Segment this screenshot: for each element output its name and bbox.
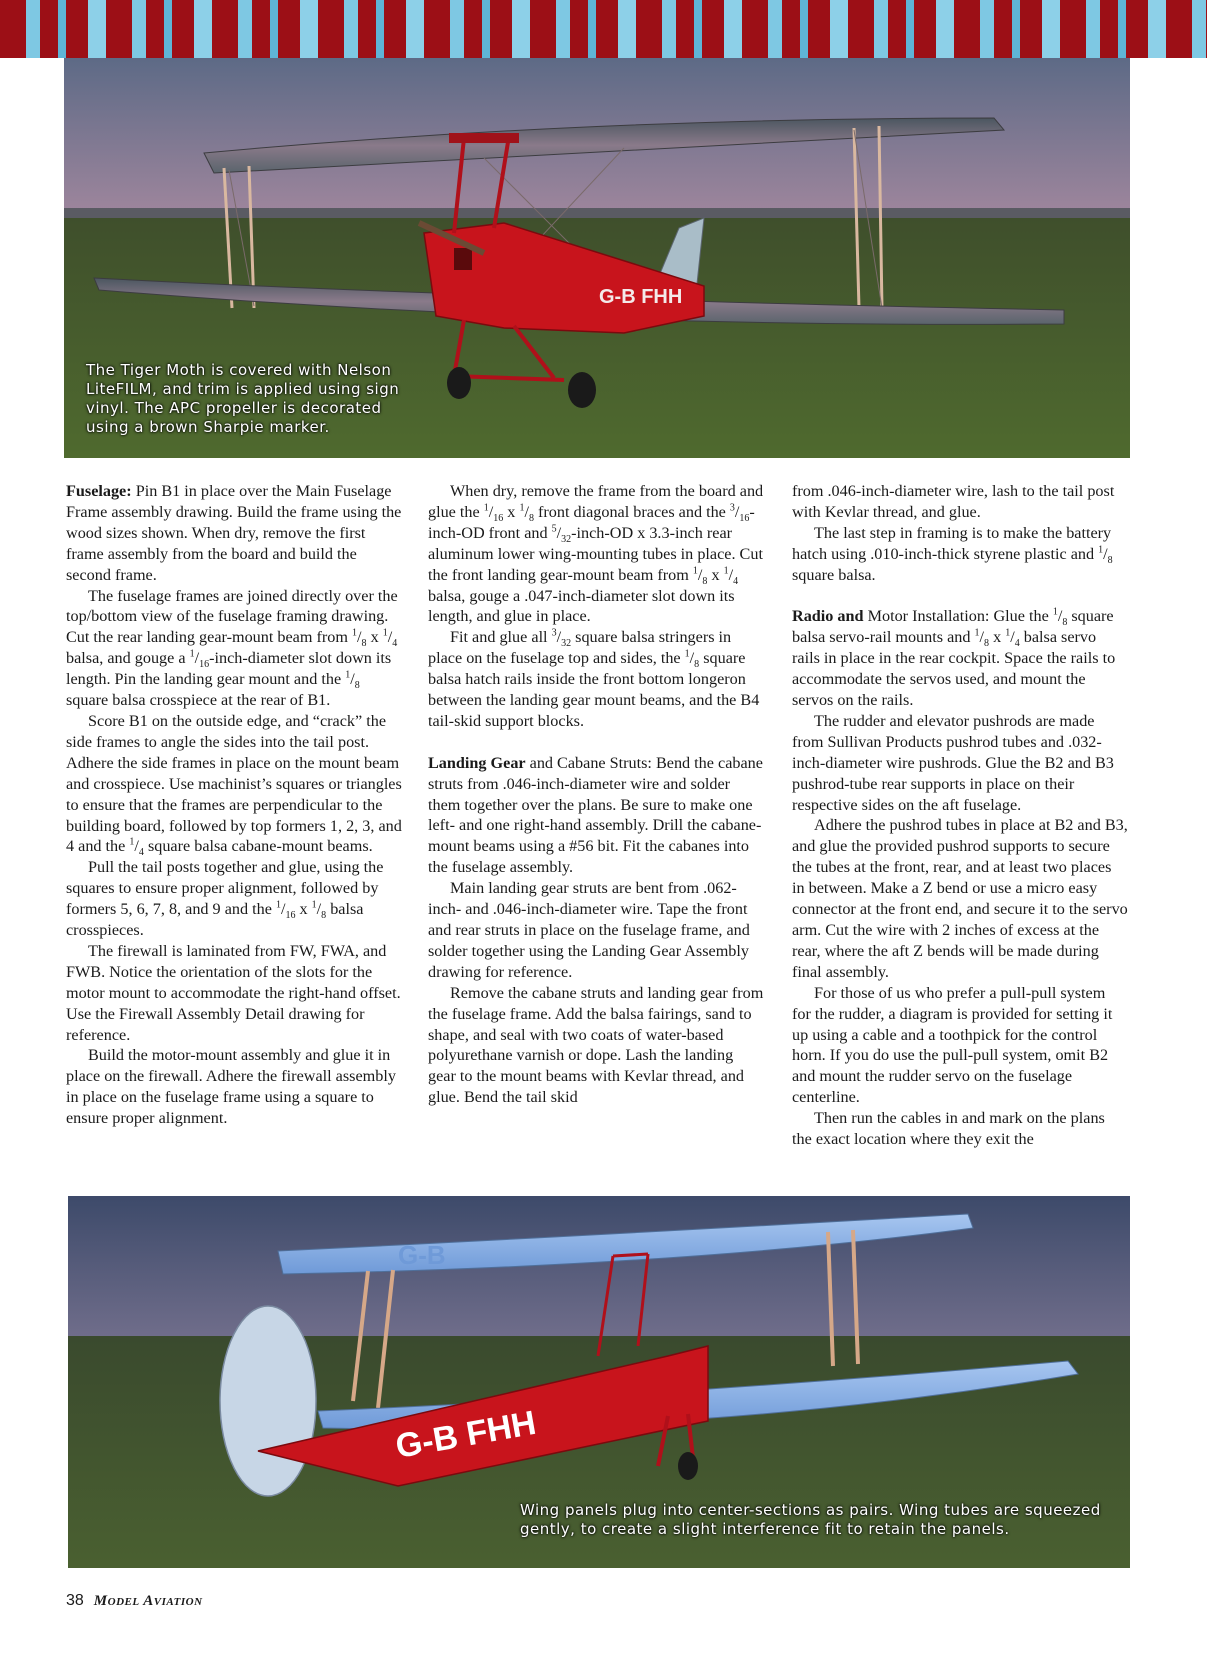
paragraph: The firewall is laminated from FW, FWA, and FWB. Notice the orientation of the slots for the motor mount to accommodate the right-hand offset. Use the Firewall Assembly Detail drawing for reference.	[66, 941, 401, 1044]
decorative-stripe-band	[0, 0, 1207, 58]
paragraph: Adhere the pushrod tubes in place at B2 and B3, and glue the provided pushrod supports to secure the tubes at the front, rear, and at least two places in between. Make a Z bend or use a micro easy connector at the front end, and secure it to the servo arm. Cut the wire with 2 inches of excess at the rear, where the aft Z bends will be made during final assembly.	[792, 816, 1128, 981]
paragraph: Main landing gear struts are bent from .062-inch- and .046-inch-diameter wire. Tape the front and rear struts in place on the fuselage frame, and solder together using the Landing Gear Assembly drawing for reference.	[428, 879, 750, 981]
paragraph: The fuselage frames are joined directly over the top/bottom view of the fuselage framing drawing. Cut the rear landing gear-mount beam from $^1/_8$ x $^1/_4$ balsa, and gouge a $^1/_{16}-inch$-diameter slot down its length. Pin the landing gear mount and the $^1/_8$ square balsa crosspiece at the rear of B1.	[66, 586, 398, 710]
section-heading: Fuselage:	[66, 482, 132, 500]
paragraph: The last step in framing is to make the battery hatch using .010-inch-thick styrene plastic and $^1/_8$ square balsa.	[792, 523, 1113, 584]
article-column-2	[428, 481, 764, 1108]
photo-caption-top: The Tiger Moth is covered with Nelson LiteFILM, and trim is applied using sign vinyl. The APC propeller is decorated using a brown Sharpie marker.	[86, 361, 400, 436]
paragraph: When dry, remove the frame from the board and glue the $^1/_{16}$ x $^1/_8$ front diagonal braces and the $^3/_{16}-inch-OD$ front and $^5/_{32}-inch-OD$ x 3.3-inch rear aluminum lower wing-mounting tubes in place. Cut the front landing gear-mount beam from $^1/_8$ x $^1/_4$ balsa, gouge a .047-inch-diameter slot down its length, and glue in place.	[428, 482, 764, 626]
paragraph: Build the motor-mount assembly and glue it in place on the firewall. Adhere the firewall assembly in place on the fuselage frame using a square to ensure proper alignment.	[66, 1046, 396, 1128]
article-column-1	[66, 481, 402, 1129]
paragraph: from .046-inch-diameter wire, lash to the tail post with Kevlar thread, and glue.	[792, 482, 1115, 521]
paragraph: Remove the cabane struts and landing gear from the fuselage frame. Add the balsa fairings, sand to shape, and seal with two coats of water-based polyurethane varnish or dope. Lash the landing gear to the mount beams with Kevlar thread, and glue. Bend the tail skid	[428, 983, 764, 1107]
publication-name: Model Aviation	[93, 1593, 203, 1609]
article-column-3	[792, 481, 1128, 1150]
paragraph: Radio and Motor Installation: Glue the $^1/_8$ square balsa servo-rail mounts and $^1/_8$ x $^1/_4$ balsa servo rails in place in the rear cockpit. Space the rails to accommodate the servos used, and mount the servos on the rails.	[792, 607, 1116, 710]
paragraph: Score B1 on the outside edge, and “crack” the side frames to angle the sides into the tail post. Adhere the side frames in place on the mount beam and crosspiece. Use machinist’s squares or triangles to ensure that the frames are perpendicular to the building board, followed by top formers 1, 2, 3, and 4 and the $^1/_4$ square balsa cabane-mount beams.	[66, 711, 402, 859]
photo-caption-bottom: Wing panels plug into center-sections as pairs. Wing tubes are squeezed gently, to create a slight interference fit to retain the panels.	[520, 1501, 1101, 1538]
paragraph: The rudder and elevator pushrods are made from Sullivan Products pushrod tubes and .032-inch-diameter wire pushrods. Glue the B2 and B3 pushrod-tube rear supports in place on their respective sides on the aft fuselage.	[792, 711, 1114, 814]
section-heading: Radio and	[792, 607, 864, 626]
page-footer	[66, 1592, 203, 1610]
page-number: 38	[66, 1592, 84, 1609]
paragraph: Landing Gear and Cabane Struts: Bend the cabane struts from .046-inch-diameter wire and solder them together over the plans. Be sure to make one left- and one right-hand assembly. Drill the cabane-mount beams using a #56 bit. Fit the cabanes into the fuselage assembly.	[428, 753, 763, 877]
paragraph	[66, 481, 402, 586]
paragraph-text: Pin B1 in place over the Main Fuselage Frame assembly drawing. Build the frame using the wood sizes shown. When dry, remove the first frame assembly from the board and build the second frame.	[66, 482, 402, 584]
paragraph: Then run the cables in and mark on the plans the exact location where they exit the	[792, 1109, 1105, 1149]
paragraph: Fit and glue all $^3/_{32}$ square balsa stringers in place on the fuselage top and sides, the $^1/_8$ square balsa hatch rails inside the front bottom longeron between the landing gear mount beams, and the B4 tail-skid support blocks.	[428, 627, 760, 730]
section-heading: Landing Gear	[428, 753, 526, 772]
paragraph: For those of us who prefer a pull-pull system for the rudder, a diagram is provided for setting it up using a cable and a toothpick for the control horn. If you do use the pull-pull system, omit B2 and mount the rudder servo on the fuselage centerline.	[792, 983, 1113, 1107]
paragraph: Pull the tail posts together and glue, using the squares to ensure proper alignment, followed by formers 5, 6, 7, 8, and 9 and the $^1/_{16}$ x $^1/_8$ balsa crosspieces.	[66, 858, 384, 940]
wing-registration-marking: G-B	[398, 1240, 446, 1270]
bottom-registration-marking: G-B FHH	[392, 1403, 539, 1466]
top-registration-marking: G-B FHH	[599, 286, 683, 308]
